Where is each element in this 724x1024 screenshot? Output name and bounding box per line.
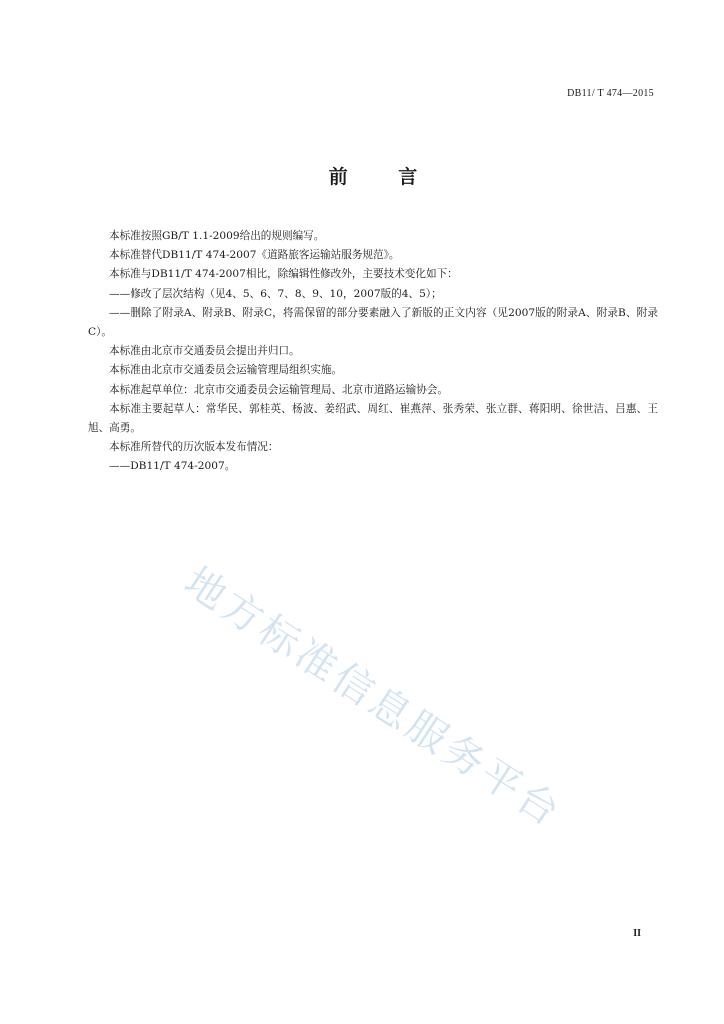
watermark: 地方标准信息服务平台	[176, 558, 571, 838]
paragraph: 本标准由北京市交通委员会运输管理局组织实施。	[109, 364, 343, 377]
page-number: II	[633, 928, 641, 939]
list-item: ——DB11/T 474-2007。	[109, 460, 236, 473]
paragraph: 本标准由北京市交通委员会提出并归口。	[109, 345, 300, 358]
paragraph: 本标准主要起草人：常华民、郭桂英、杨波、姜绍武、周红、崔燕萍、张秀荣、张立群、蒋阳明、徐世洁、吕惠、王旭、高勇。	[88, 402, 658, 435]
list-item: ——修改了层次结构（见4、5、6、7、8、9、10，2007版的4、5）；	[109, 287, 442, 300]
paragraph: 本标准替代DB11/T 474-2007《道路旅客运输站服务规范》。	[109, 249, 400, 262]
list-item: ——删除了附录A、附录B、附录C，将需保留的部分要素融入了新版的正文内容（见2007版的附录A、附录B、附录C）。	[88, 306, 658, 339]
paragraph: 本标准按照GB/T 1.1-2009给出的规则编写。	[109, 230, 325, 242]
paragraph: 本标准与DB11/T 474-2007相比，除编辑性修改外，主要技术变化如下：	[109, 268, 458, 281]
paragraph: 本标准起草单位：北京市交通委员会运输管理局、北京市道路运输协会。	[109, 383, 448, 396]
document-code: DB11/ T 474—2015	[567, 88, 654, 99]
document-body	[88, 227, 658, 477]
page-title: 前 言	[328, 166, 440, 188]
paragraph: 本标准所替代的历次版本发布情况：	[109, 441, 279, 454]
